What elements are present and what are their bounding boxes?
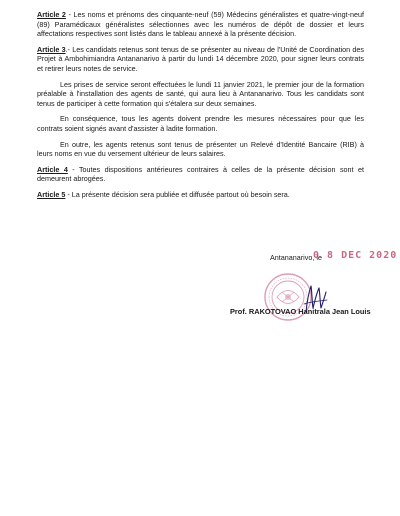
article-2 xyxy=(37,10,364,39)
article-4-text: - Toutes dispositions antérieures contraires à celles de la présente décision sont et demeurent abrogées. xyxy=(37,164,364,184)
article-4-label: Article 4 xyxy=(37,164,68,174)
paragraph-prises-de-service: Les prises de service seront effectuées le lundi 11 janvier 2021, le premier jour de la formation préalable à l'installation des agents de santé, qui aura lieu à Antananarivo. Tous les candidats sont tenus de participer à cette formation qui s'étalera sur deux semaines. xyxy=(37,79,364,108)
article-2-label: Article 2 xyxy=(37,10,66,19)
article-5-text: - La présente décision sera publiée et diffusée partout où besoin sera. xyxy=(65,189,290,199)
article-4 xyxy=(37,165,364,184)
signatory-name: Prof. RAKOTOVAO Hanitrala Jean Louis xyxy=(230,307,371,316)
place-date-line: Antananarivo, le xyxy=(270,253,322,262)
paragraph-consequence: En conséquence, tous les agents doivent prendre les mesures nécessaires pour que les contrats soient signés avant d'assister à ladite formation. xyxy=(37,114,364,133)
article-5-label: Article 5 xyxy=(37,189,66,199)
article-2-text: - Les noms et prénoms des cinquante-neuf (59) Médecins généralistes et quatre-vingt-neuf (89) Paramédicaux généralistes sélectionnes avec les numéros de dépôt de dossier et leurs affectations respectives sont listés dans le tableau annexé à la présente décision. xyxy=(37,10,364,39)
date-stamp: 0 8 DEC 2020 xyxy=(313,250,398,261)
article-3-text: .- Les candidats retenus sont tenus de se présenter au niveau de l'Unité de Coordination des Projet à Ambohimiandra Antananarivo à partir du lundi 14 décembre 2020, pour signer leurs contrats et retirer leurs notes de service. xyxy=(37,44,364,73)
paragraph-rib: En outre, les agents retenus sont tenus de présenter un Relevé d'Identité Bancaire (RIB) à leurs noms en vue du versement ultérieur de leurs salaires. xyxy=(37,139,364,159)
article-3 xyxy=(37,45,364,74)
article-3-label: Article 3 xyxy=(37,44,66,54)
article-5 xyxy=(37,190,364,200)
